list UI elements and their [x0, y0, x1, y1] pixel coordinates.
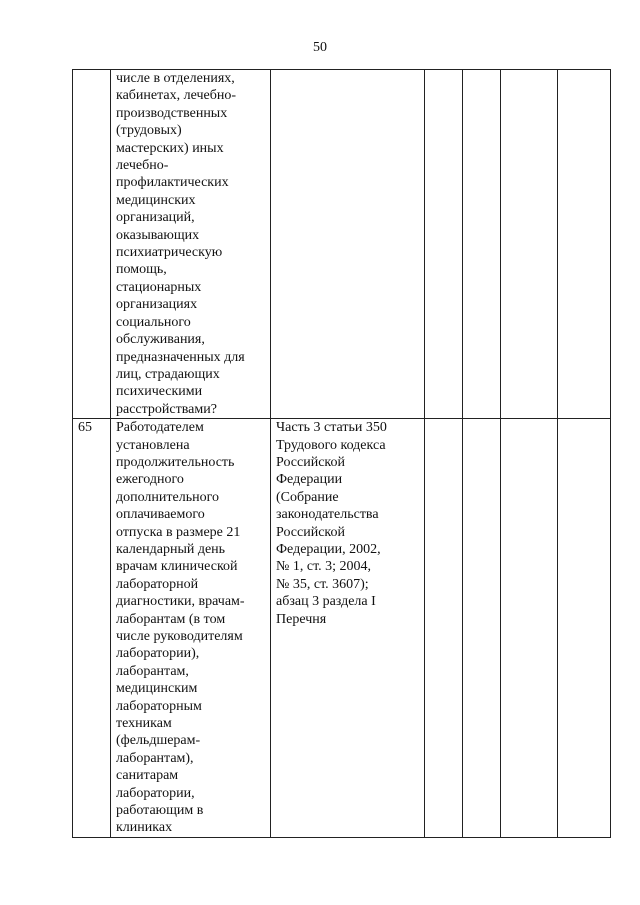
answer-no-cell: [463, 70, 501, 419]
legal-basis-cell: [271, 419, 425, 838]
legal-basis-cell: [271, 70, 425, 419]
answer-na-cell: [501, 419, 558, 838]
notes-cell: [558, 419, 611, 838]
legal-basis-text: Часть 3 статьи 350 Трудового кодекса Российской Федерации (Собрание законодательства Российской Федерации, 2002, № 1, ст. 3; 2004, № 35, ст. 3607); абзац 3 раздела I Перечня: [276, 420, 387, 627]
requirement-text: Работодателем установлена продолжительность ежегодного дополнительного оплачиваемого отпуска в размере 21 календарный день врачам клинической лабораторной диагностики, врачам- лаборантам (в том числе руководителям лаборатории), лаборантам, медицинским лабораторным техникам (фельдшерам- лаборантам), санитарам лаборатории, работающим в клиниках: [116, 420, 245, 836]
requirement-cell: [111, 70, 271, 419]
requirement-text: числе в отделениях, кабинетах, лечебно- производственных (трудовых) мастерских) иных лечебно- профилактических медицинских организаций, оказывающих психиатрическую помощь, стационарных организациях социального обслуживания, предназначенных для лиц, страдающих психическими расстройствами?: [116, 71, 245, 417]
requirement-cell: [111, 419, 271, 838]
row-number-cell: [73, 419, 111, 838]
page-number: 50: [313, 40, 327, 55]
checklist-table: [72, 69, 611, 838]
answer-yes-cell: [425, 70, 463, 419]
answer-na-cell: [501, 70, 558, 419]
notes-cell: [558, 70, 611, 419]
table-row: [73, 419, 611, 838]
table-row: [73, 70, 611, 419]
answer-yes-cell: [425, 419, 463, 838]
row-number: 65: [78, 420, 92, 436]
answer-no-cell: [463, 419, 501, 838]
row-number-cell: [73, 70, 111, 419]
